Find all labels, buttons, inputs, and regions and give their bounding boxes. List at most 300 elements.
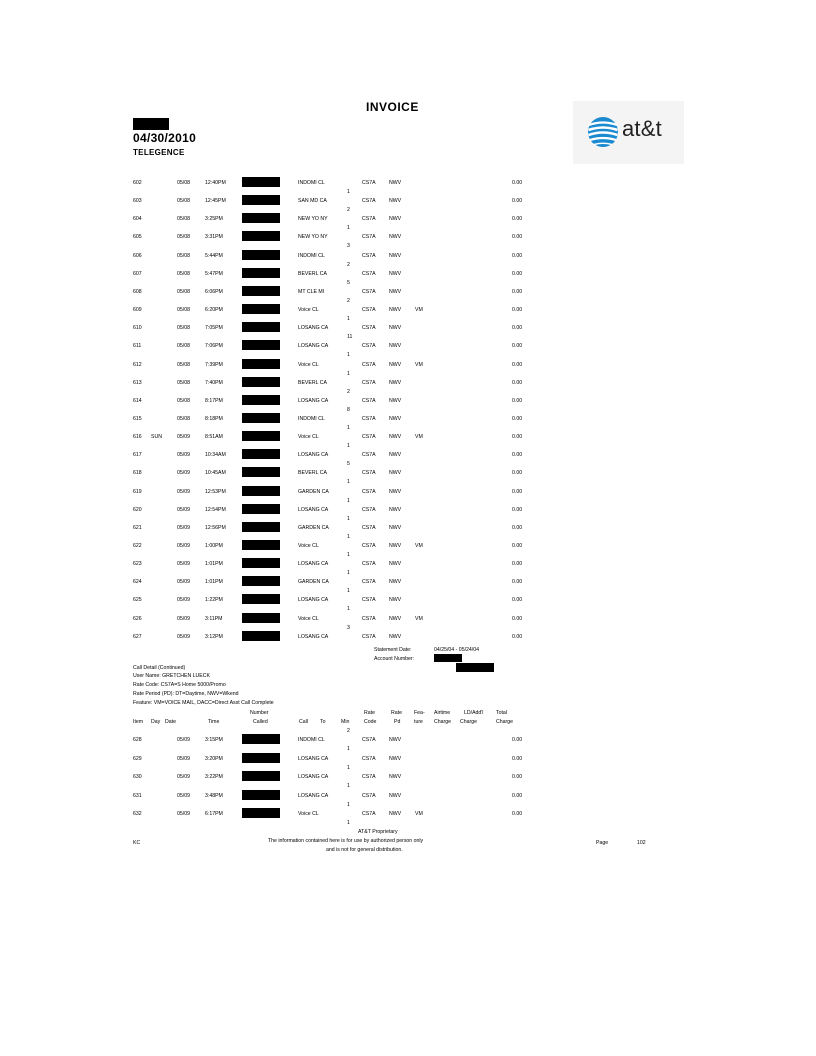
number-called-redaction — [242, 613, 280, 623]
call-time: 7:39PM — [205, 361, 223, 368]
call-time: 8:17PM — [205, 397, 223, 404]
number-called-redaction — [242, 195, 280, 205]
call-date: 05/08 — [177, 252, 190, 259]
minutes: 3 — [347, 243, 350, 250]
rate-period: NWV — [389, 288, 402, 295]
item-number: 620 — [133, 506, 142, 513]
total-charge: 0.00 — [512, 452, 523, 459]
rate-period: NWV — [389, 434, 402, 441]
number-called-redaction — [242, 322, 280, 332]
call-time: 8:51AM — [205, 434, 223, 441]
call-date: 05/08 — [177, 270, 190, 277]
total-charge: 0.00 — [512, 198, 523, 205]
rate-period: NWV — [389, 506, 402, 513]
item-number: 621 — [133, 524, 142, 531]
call-date: 05/08 — [177, 216, 190, 223]
item-number: 630 — [133, 774, 142, 780]
total-charge: 0.00 — [512, 397, 523, 404]
page-label: Page — [596, 840, 609, 846]
total-charge: 0.00 — [512, 361, 523, 368]
rate-period: NWV — [389, 774, 402, 780]
number-called-redaction — [242, 753, 280, 763]
item-number: 618 — [133, 470, 142, 477]
call-time: 1:22PM — [205, 597, 223, 604]
total-charge: 0.00 — [512, 216, 523, 223]
total-charge: 0.00 — [512, 811, 523, 817]
rate-code: CS7A — [362, 524, 376, 531]
rate-period: NWV — [389, 615, 402, 622]
col-min: Min — [341, 719, 350, 725]
invoice-title: INVOICE — [366, 100, 419, 114]
minutes: 1 — [347, 497, 350, 504]
number-called-redaction — [242, 631, 280, 641]
minutes: 1 — [347, 588, 350, 595]
col-day: Day — [151, 719, 161, 725]
total-charge: 0.00 — [512, 343, 523, 350]
number-called-redaction — [242, 771, 280, 781]
feature: VM — [415, 543, 423, 549]
number-called-redaction — [242, 486, 280, 496]
rate-period: NWV — [389, 180, 402, 186]
call-time: 3:25PM — [205, 216, 223, 223]
call-to: INDOMI CL — [298, 180, 325, 186]
call-date: 05/09 — [177, 597, 190, 604]
call-time: 1:01PM — [205, 579, 223, 586]
item-number: 606 — [133, 252, 142, 259]
rate-code: CS7A — [362, 452, 376, 459]
call-to: Voice CL — [298, 307, 319, 314]
call-date: 05/08 — [177, 361, 190, 368]
minutes: 1 — [347, 783, 350, 789]
call-date: 05/08 — [177, 415, 190, 422]
distribution-notice: and is not for general distribution. — [326, 847, 403, 853]
rate-period: NWV — [389, 343, 402, 350]
col-item: Item — [133, 719, 144, 725]
rate-code: CS7A — [362, 234, 376, 241]
call-time: 6:17PM — [205, 811, 223, 817]
col-charge-1: Charge — [434, 719, 452, 725]
rate-period: NWV — [389, 524, 402, 531]
call-to: INDOMI CL — [298, 737, 325, 743]
call-to: Voice CL — [298, 543, 319, 549]
total-charge: 0.00 — [512, 633, 523, 640]
proprietary-notice: AT&T Proprietary — [358, 829, 398, 835]
footer-code: KC — [133, 840, 141, 846]
call-to: NEW YO NY — [298, 216, 328, 223]
rate-code: CS7A — [362, 579, 376, 586]
total-charge: 0.00 — [512, 434, 523, 441]
rate-period: NWV — [389, 307, 402, 314]
call-date: 05/09 — [177, 811, 190, 817]
total-charge: 0.00 — [512, 561, 523, 568]
item-number: 626 — [133, 615, 142, 622]
number-called-redaction — [242, 790, 280, 800]
call-to: Voice CL — [298, 361, 319, 368]
number-called-redaction — [242, 522, 280, 532]
table-row — [0, 634, 816, 658]
first-minute-value: 2 — [347, 728, 350, 734]
call-to: SAN MD CA — [298, 198, 327, 205]
day-of-week: SUN — [151, 434, 162, 441]
rate-code: CS7A — [362, 470, 376, 477]
item-number: 629 — [133, 755, 142, 762]
rate-code: CS7A — [362, 343, 376, 350]
col-to: To — [320, 719, 326, 725]
item-number: 612 — [133, 361, 142, 368]
rate-period: NWV — [389, 792, 402, 799]
call-to: Voice CL — [298, 434, 319, 441]
rate-code: CS7A — [362, 379, 376, 386]
col-charge-3: Charge — [496, 719, 514, 725]
call-date: 05/08 — [177, 180, 190, 186]
rate-code: CS7A — [362, 737, 376, 743]
table-row — [0, 811, 816, 835]
call-time: 1:01PM — [205, 561, 223, 568]
call-to: LOSANG CA — [298, 597, 329, 604]
rate-code: CS7A — [362, 270, 376, 277]
col-ture: ture — [414, 719, 423, 725]
col-number: Number — [250, 710, 269, 716]
call-date: 05/08 — [177, 198, 190, 205]
rate-code: CS7A — [362, 811, 376, 817]
total-charge: 0.00 — [512, 415, 523, 422]
minutes: 1 — [347, 552, 350, 558]
feature-line: Feature: VM=VOICE MAIL, DACC=Direct Asst Call Complete — [133, 700, 274, 706]
call-time: 7:06PM — [205, 343, 223, 350]
total-charge: 0.00 — [512, 792, 523, 799]
item-number: 613 — [133, 379, 142, 386]
call-time: 7:05PM — [205, 325, 223, 332]
item-number: 608 — [133, 288, 142, 295]
number-called-redaction — [242, 304, 280, 314]
item-number: 625 — [133, 597, 142, 604]
rate-period: NWV — [389, 198, 402, 205]
call-to: LOSANG CA — [298, 452, 329, 459]
rate-period: NWV — [389, 470, 402, 477]
col-charge-2: Charge — [460, 719, 478, 725]
number-called-redaction — [242, 540, 280, 550]
call-to: LOSANG CA — [298, 755, 329, 762]
rate-code: CS7A — [362, 597, 376, 604]
number-called-redaction — [242, 340, 280, 350]
total-charge: 0.00 — [512, 325, 523, 332]
rate-code: CS7A — [362, 543, 376, 549]
number-called-redaction — [242, 231, 280, 241]
redaction-bar — [133, 118, 169, 130]
number-called-redaction — [242, 286, 280, 296]
item-number: 604 — [133, 216, 142, 223]
rate-code: CS7A — [362, 633, 376, 640]
call-detail-heading: Call Detail (Continued) — [133, 665, 186, 671]
account-number-redaction — [434, 654, 462, 662]
minutes: 1 — [347, 316, 350, 323]
rate-code: CS7A — [362, 216, 376, 223]
rate-period: NWV — [389, 543, 402, 549]
total-charge: 0.00 — [512, 270, 523, 277]
total-charge: 0.00 — [512, 615, 523, 622]
rate-code: CS7A — [362, 434, 376, 441]
rate-period: NWV — [389, 755, 402, 762]
minutes: 8 — [347, 406, 350, 413]
rate-code: CS7A — [362, 397, 376, 404]
call-to: BEVERL CA — [298, 270, 327, 277]
number-called-redaction — [242, 250, 280, 260]
number-called-redaction — [242, 359, 280, 369]
total-charge: 0.00 — [512, 379, 523, 386]
call-time: 5:47PM — [205, 270, 223, 277]
rate-period: NWV — [389, 488, 402, 495]
minutes: 1 — [347, 570, 350, 577]
statement-date-label: Statement Date: — [374, 647, 412, 653]
col-rate-2: Rate — [391, 710, 402, 716]
total-charge: 0.00 — [512, 579, 523, 586]
page-number: 102 — [637, 840, 646, 846]
rate-code: CS7A — [362, 288, 376, 295]
item-number: 605 — [133, 234, 142, 241]
rate-period: NWV — [389, 561, 402, 568]
total-charge: 0.00 — [512, 307, 523, 314]
item-number: 609 — [133, 307, 142, 314]
call-to: Voice CL — [298, 615, 319, 622]
call-to: GARDEN CA — [298, 524, 329, 531]
item-number: 627 — [133, 633, 142, 640]
item-number: 614 — [133, 397, 142, 404]
minutes: 1 — [347, 443, 350, 450]
total-charge: 0.00 — [512, 252, 523, 259]
rate-code: CS7A — [362, 198, 376, 205]
total-charge: 0.00 — [512, 524, 523, 531]
item-number: 624 — [133, 579, 142, 586]
rate-period-line: Rate Period (PD): DT=Daytime, NWV=Wkend — [133, 691, 239, 697]
minutes: 5 — [347, 461, 350, 468]
col-pd: Pd — [394, 719, 401, 725]
rate-code-line: Rate Code: CS7A=S Home 5000/Promo — [133, 682, 226, 688]
feature: VM — [415, 307, 423, 314]
number-called-redaction — [242, 734, 280, 744]
item-number: 607 — [133, 270, 142, 277]
item-number: 622 — [133, 543, 142, 549]
call-to: LOSANG CA — [298, 561, 329, 568]
item-number: 610 — [133, 325, 142, 332]
number-called-redaction — [242, 467, 280, 477]
rate-period: NWV — [389, 633, 402, 640]
item-number: 632 — [133, 811, 142, 817]
total-charge: 0.00 — [512, 488, 523, 495]
total-charge: 0.00 — [512, 774, 523, 780]
total-charge: 0.00 — [512, 506, 523, 513]
col-code: Code — [364, 719, 377, 725]
call-to: BEVERL CA — [298, 379, 327, 386]
col-time: Time — [208, 719, 220, 725]
call-time: 3:31PM — [205, 234, 223, 241]
total-charge: 0.00 — [512, 470, 523, 477]
minutes: 1 — [347, 533, 350, 540]
call-time: 3:15PM — [205, 737, 223, 743]
rate-code: CS7A — [362, 180, 376, 186]
account-number-redaction-2 — [456, 663, 494, 672]
call-to: MT CLE MI — [298, 288, 325, 295]
total-charge: 0.00 — [512, 234, 523, 241]
col-date: Date — [165, 719, 176, 725]
call-to: NEW YO NY — [298, 234, 328, 241]
call-date: 05/08 — [177, 307, 190, 314]
rate-period: NWV — [389, 397, 402, 404]
minutes: 1 — [347, 225, 350, 232]
rate-period: NWV — [389, 379, 402, 386]
total-charge: 0.00 — [512, 737, 523, 743]
minutes: 1 — [347, 479, 350, 486]
rate-period: NWV — [389, 597, 402, 604]
col-airtime: Airtime — [434, 710, 451, 716]
call-date: 05/09 — [177, 470, 190, 477]
item-number: 615 — [133, 415, 142, 422]
call-to: LOSANG CA — [298, 792, 329, 799]
total-charge: 0.00 — [512, 180, 523, 186]
statement-date-value: 04/25/04 - 05/24/04 — [434, 647, 479, 653]
call-date: 05/09 — [177, 561, 190, 568]
att-logo-text: at&t — [622, 116, 662, 141]
number-called-redaction — [242, 431, 280, 441]
item-number: 603 — [133, 198, 142, 205]
call-to: LOSANG CA — [298, 633, 329, 640]
minutes: 11 — [347, 334, 353, 341]
att-globe-icon — [587, 115, 619, 149]
call-time: 10:34AM — [205, 452, 226, 459]
call-date: 05/09 — [177, 792, 190, 799]
item-number: 602 — [133, 180, 142, 186]
rate-code: CS7A — [362, 361, 376, 368]
call-time: 12:54PM — [205, 506, 226, 513]
call-time: 3:22PM — [205, 774, 223, 780]
company-name: TELEGENCE — [133, 148, 185, 157]
call-time: 3:11PM — [205, 615, 223, 622]
number-called-redaction — [242, 576, 280, 586]
col-ld: LD/Add'l — [464, 710, 484, 716]
rate-period: NWV — [389, 452, 402, 459]
feature: VM — [415, 434, 423, 441]
minutes: 1 — [347, 370, 350, 377]
number-called-redaction — [242, 449, 280, 459]
rate-period: NWV — [389, 216, 402, 223]
call-date: 05/08 — [177, 343, 190, 350]
call-time: 12:45PM — [205, 198, 226, 205]
call-time: 6:06PM — [205, 288, 223, 295]
call-time: 1:00PM — [205, 543, 223, 549]
number-called-redaction — [242, 594, 280, 604]
minutes: 3 — [347, 624, 350, 631]
call-time: 10:45AM — [205, 470, 226, 477]
rate-code: CS7A — [362, 325, 376, 332]
call-date: 05/09 — [177, 434, 190, 441]
total-charge: 0.00 — [512, 288, 523, 295]
call-to: INDOMI CL — [298, 415, 325, 422]
rate-code: CS7A — [362, 252, 376, 259]
col-called: Called — [253, 719, 268, 725]
call-date: 05/09 — [177, 452, 190, 459]
rate-period: NWV — [389, 811, 402, 817]
call-date: 05/08 — [177, 397, 190, 404]
minutes: 1 — [347, 746, 350, 752]
invoice-date: 04/30/2010 — [133, 131, 197, 145]
rate-code: CS7A — [362, 307, 376, 314]
call-to: LOSANG CA — [298, 506, 329, 513]
authorized-use-notice: The information contained here is for use by authorized person only — [268, 838, 424, 844]
call-date: 05/08 — [177, 234, 190, 241]
rate-period: NWV — [389, 361, 402, 368]
call-time: 6:20PM — [205, 307, 223, 314]
call-date: 05/09 — [177, 524, 190, 531]
minutes: 2 — [347, 388, 350, 395]
number-called-redaction — [242, 377, 280, 387]
account-number-label: Account Number: — [374, 656, 415, 662]
total-charge: 0.00 — [512, 597, 523, 604]
rate-code: CS7A — [362, 415, 376, 422]
minutes: 5 — [347, 279, 350, 286]
call-date: 05/08 — [177, 288, 190, 295]
call-date: 05/09 — [177, 615, 190, 622]
call-time: 7:40PM — [205, 379, 223, 386]
rate-period: NWV — [389, 579, 402, 586]
call-to: LOSANG CA — [298, 325, 329, 332]
col-rate-1: Rate — [364, 710, 375, 716]
call-time: 3:48PM — [205, 792, 223, 799]
minutes: 1 — [347, 515, 350, 522]
rate-code: CS7A — [362, 506, 376, 513]
minutes: 1 — [347, 801, 350, 808]
minutes: 1 — [347, 424, 350, 431]
call-time: 12:40PM — [205, 180, 226, 186]
col-call: Call — [299, 719, 308, 725]
call-time: 3:12PM — [205, 633, 223, 640]
minutes: 1 — [347, 352, 350, 359]
feature: VM — [415, 615, 423, 622]
call-to: GARDEN CA — [298, 579, 329, 586]
item-number: 619 — [133, 488, 142, 495]
call-time: 8:18PM — [205, 415, 223, 422]
call-to: INDOMI CL — [298, 252, 325, 259]
number-called-redaction — [242, 558, 280, 568]
call-time: 3:20PM — [205, 755, 223, 762]
item-number: 623 — [133, 561, 142, 568]
item-number: 628 — [133, 737, 142, 743]
call-date: 05/09 — [177, 506, 190, 513]
rate-period: NWV — [389, 325, 402, 332]
number-called-redaction — [242, 177, 280, 187]
total-charge: 0.00 — [512, 755, 523, 762]
rate-code: CS7A — [362, 774, 376, 780]
call-time: 5:44PM — [205, 252, 223, 259]
minutes: 2 — [347, 261, 350, 268]
col-total: Total — [496, 710, 507, 716]
total-charge: 0.00 — [512, 543, 523, 549]
minutes: 1 — [347, 606, 350, 613]
call-to: GARDEN CA — [298, 488, 329, 495]
rate-code: CS7A — [362, 755, 376, 762]
call-to: BEVERL CA — [298, 470, 327, 477]
col-fea: Fea- — [414, 710, 425, 716]
rate-period: NWV — [389, 415, 402, 422]
feature: VM — [415, 811, 423, 817]
user-name-line: User Name: GRETCHEN LUECK — [133, 673, 210, 679]
rate-period: NWV — [389, 270, 402, 277]
rate-code: CS7A — [362, 615, 376, 622]
call-date: 05/09 — [177, 737, 190, 743]
rate-code: CS7A — [362, 488, 376, 495]
feature: VM — [415, 361, 423, 368]
number-called-redaction — [242, 808, 280, 818]
call-date: 05/09 — [177, 579, 190, 586]
number-called-redaction — [242, 413, 280, 423]
